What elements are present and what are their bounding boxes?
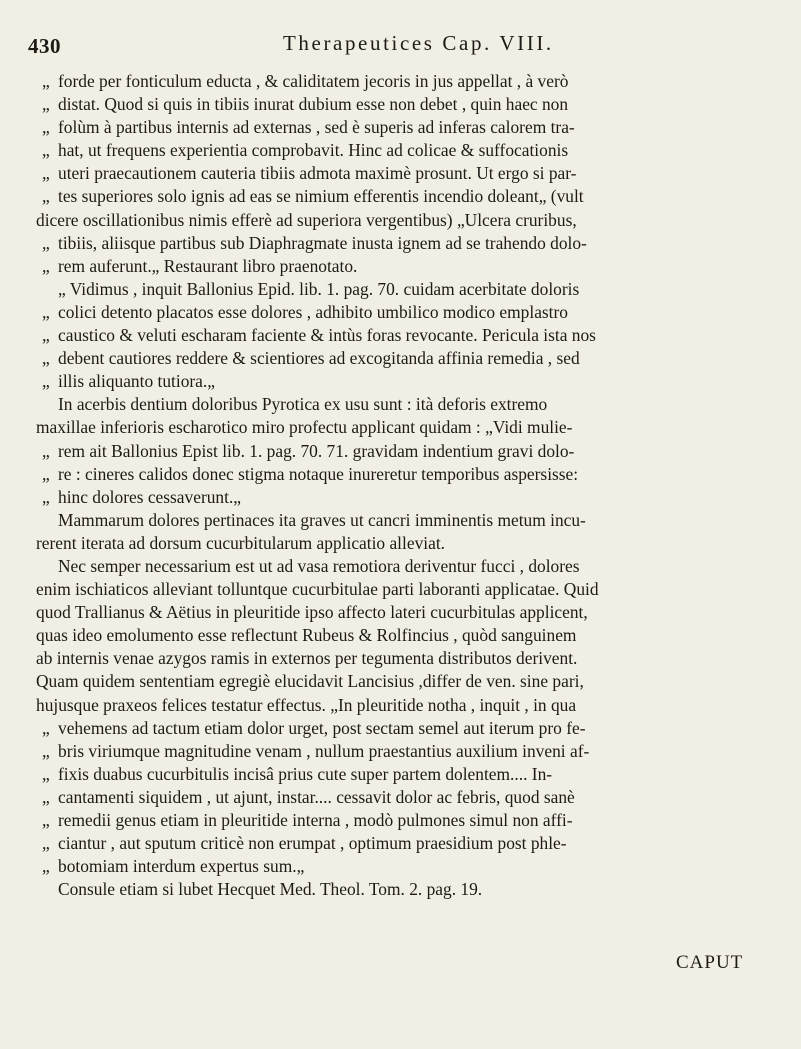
text-line [36, 255, 781, 278]
text-line [36, 232, 781, 255]
line-text: ciantur , aut sputum criticè non erumpat , optimum praesidium post phle- [58, 833, 567, 854]
text-line [36, 463, 781, 486]
quote-marker: „ [42, 94, 50, 115]
line-text: remedii genus etiam in pleuritide interna , modò pulmones simul non affi- [58, 810, 573, 830]
quote-marker: „ [42, 740, 50, 761]
line-text: hujusque praxeos felices testatur effectus. „In pleuritide notha , inquit , in qua [36, 694, 577, 715]
text-line [36, 601, 781, 624]
line-text: bris viriumque magnitudine venam , nullum praestantius auxilium inveni af- [58, 740, 590, 761]
text-line [36, 578, 781, 601]
line-text: re : cineres calidos donec stigma notaque inureretur temporibus aspersisse: [58, 463, 579, 484]
text-line [36, 763, 781, 786]
text-line [36, 324, 781, 347]
paragraph-start-line [36, 878, 781, 901]
text-line [36, 532, 781, 555]
line-text: cantamenti siquidem , ut ajunt, instar.... cessavit dolor ac febris, quod sanè [58, 786, 575, 807]
text-line [36, 786, 781, 809]
quote-marker: „ [42, 717, 50, 738]
text-line [36, 486, 781, 509]
text-line [36, 670, 781, 693]
line-text: hinc dolores cessaverunt.„ [58, 486, 242, 507]
line-text: In acerbis dentium doloribus Pyrotica ex usu sunt : ità deforis extremo [58, 394, 548, 415]
line-text: Nec semper necessarium est ut ad vasa remotiora deriventur fucci , dolores [58, 555, 580, 576]
text-line [36, 440, 781, 463]
line-text: hat, ut frequens experientia comprobavit. Hinc ad colicae & suffocationis [58, 140, 569, 161]
text-line [36, 740, 781, 763]
line-text: dicere oscillationibus nimis efferè ad superiora vergentibus) „Ulcera cruribus, [36, 209, 577, 230]
text-line [36, 301, 781, 324]
text-line [36, 209, 781, 232]
line-text: botomiam interdum expertus sum.„ [58, 856, 305, 877]
paragraph-start-line [36, 278, 781, 301]
line-text: folùm à partibus internis ad externas , sed è superis ad inferas calorem tra- [58, 117, 575, 138]
text-line [36, 370, 781, 393]
text-line [36, 70, 781, 93]
running-head: Therapeutices Cap. VIII. [283, 31, 554, 55]
line-text: tes superiores solo ignis ad eas se nimium efferentis incendio doleant„ (vult [58, 186, 584, 207]
line-text: distat. Quod si quis in tibiis inurat dubium esse non debet , quin haec non [58, 94, 569, 115]
quote-marker: „ [42, 117, 50, 138]
quote-marker: „ [42, 140, 50, 161]
quote-marker: „ [42, 348, 50, 369]
paragraph-start-line [36, 555, 781, 578]
line-text: uteri praecautionem cauteria tibiis admota maximè prosunt. Ut ergo si par- [58, 163, 577, 184]
line-text: „ Vidimus , inquit Ballonius Epid. lib. 1. pag. 70. cuidam acerbitate doloris [58, 278, 580, 299]
text-line [36, 347, 781, 370]
line-text: caustico & veluti escharam faciente & intùs foras revocante. Pericula ista nos [58, 325, 596, 346]
quote-marker: „ [42, 371, 50, 392]
quote-marker: „ [42, 810, 50, 830]
text-line [36, 717, 781, 740]
text-line [36, 116, 781, 139]
line-text: colici detento placatos esse dolores , adhibito umbilico modico emplastro [58, 301, 569, 322]
paragraph-start-line [36, 393, 781, 416]
quote-marker: „ [42, 856, 50, 877]
quote-marker: „ [42, 186, 50, 207]
line-text: rerent iterata ad dorsum cucurbitularum applicatio alleviat. [36, 532, 445, 553]
line-text: vehemens ad tactum etiam dolor urget, post sectam semel aut iterum pro fe- [58, 717, 586, 738]
line-text: fixis duabus cucurbitulis incisâ prius cute super partem dolentem.... In- [58, 763, 553, 784]
line-text: ab internis venae azygos ramis in externos per tegumenta distributos derivent. [36, 648, 578, 669]
text-line [36, 832, 781, 855]
line-text: rem ait Ballonius Epist lib. 1. pag. 70. 71. gravidam indentium gravi dolo- [58, 440, 575, 461]
text-line [36, 624, 781, 647]
quote-marker: „ [42, 463, 50, 484]
quote-marker: „ [42, 232, 50, 253]
line-text: quod Trallianus & Aëtius in pleuritide ipso affecto lateri cucurbitulas applicent, [36, 602, 588, 623]
quote-marker: „ [42, 833, 50, 854]
text-line [36, 139, 781, 162]
quote-marker: „ [42, 163, 50, 184]
line-text: forde per fonticulum educta , & caliditatem jecoris in jus appellat , à verò [58, 71, 569, 91]
page-number: 430 [28, 34, 61, 58]
line-text: debent cautiores reddere & scientiores ad excogitanda affinia remedia , sed [58, 348, 580, 369]
text-line [36, 694, 781, 717]
quote-marker: „ [42, 325, 50, 346]
text-line [36, 855, 781, 878]
paragraph-start-line [36, 509, 781, 532]
line-text: tibiis, aliisque partibus sub Diaphragmate inusta ignem ad se trahendo dolo- [58, 232, 587, 253]
quote-marker: „ [42, 255, 50, 276]
line-text: rem auferunt.„ Restaurant libro praenotato. [58, 255, 358, 276]
line-text: illis aliquanto tutiora.„ [58, 371, 215, 392]
quote-marker: „ [42, 486, 50, 507]
catchword: CAPUT [676, 952, 744, 973]
body-text [36, 70, 781, 901]
text-line [36, 162, 781, 185]
quote-marker: „ [42, 71, 50, 91]
line-text: Mammarum dolores pertinaces ita graves ut cancri imminentis metum incu- [58, 509, 586, 530]
quote-marker: „ [42, 301, 50, 322]
line-text: quas ideo emolumento esse reflectunt Rubeus & Rolfincius , quòd sanguinem [36, 625, 577, 646]
line-text: maxillae inferioris escharotico miro profectu applicant quidam : „Vidi mulie- [36, 417, 573, 438]
text-line [36, 185, 781, 208]
quote-marker: „ [42, 786, 50, 807]
quote-marker: „ [42, 440, 50, 461]
quote-marker: „ [42, 763, 50, 784]
text-line [36, 647, 781, 670]
line-text: Consule etiam si lubet Hecquet Med. Theol. Tom. 2. pag. 19. [58, 879, 483, 900]
text-line [36, 809, 781, 832]
page-header [0, 0, 801, 60]
line-text: enim ischiaticos alleviant tolluntque cucurbitulae parti laboranti applicatae. Quid [36, 579, 599, 600]
line-text: Quam quidem sententiam egregiè elucidavit Lancisius ,differ de ven. sine pari, [36, 671, 584, 692]
text-line [36, 93, 781, 116]
text-line [36, 416, 781, 439]
